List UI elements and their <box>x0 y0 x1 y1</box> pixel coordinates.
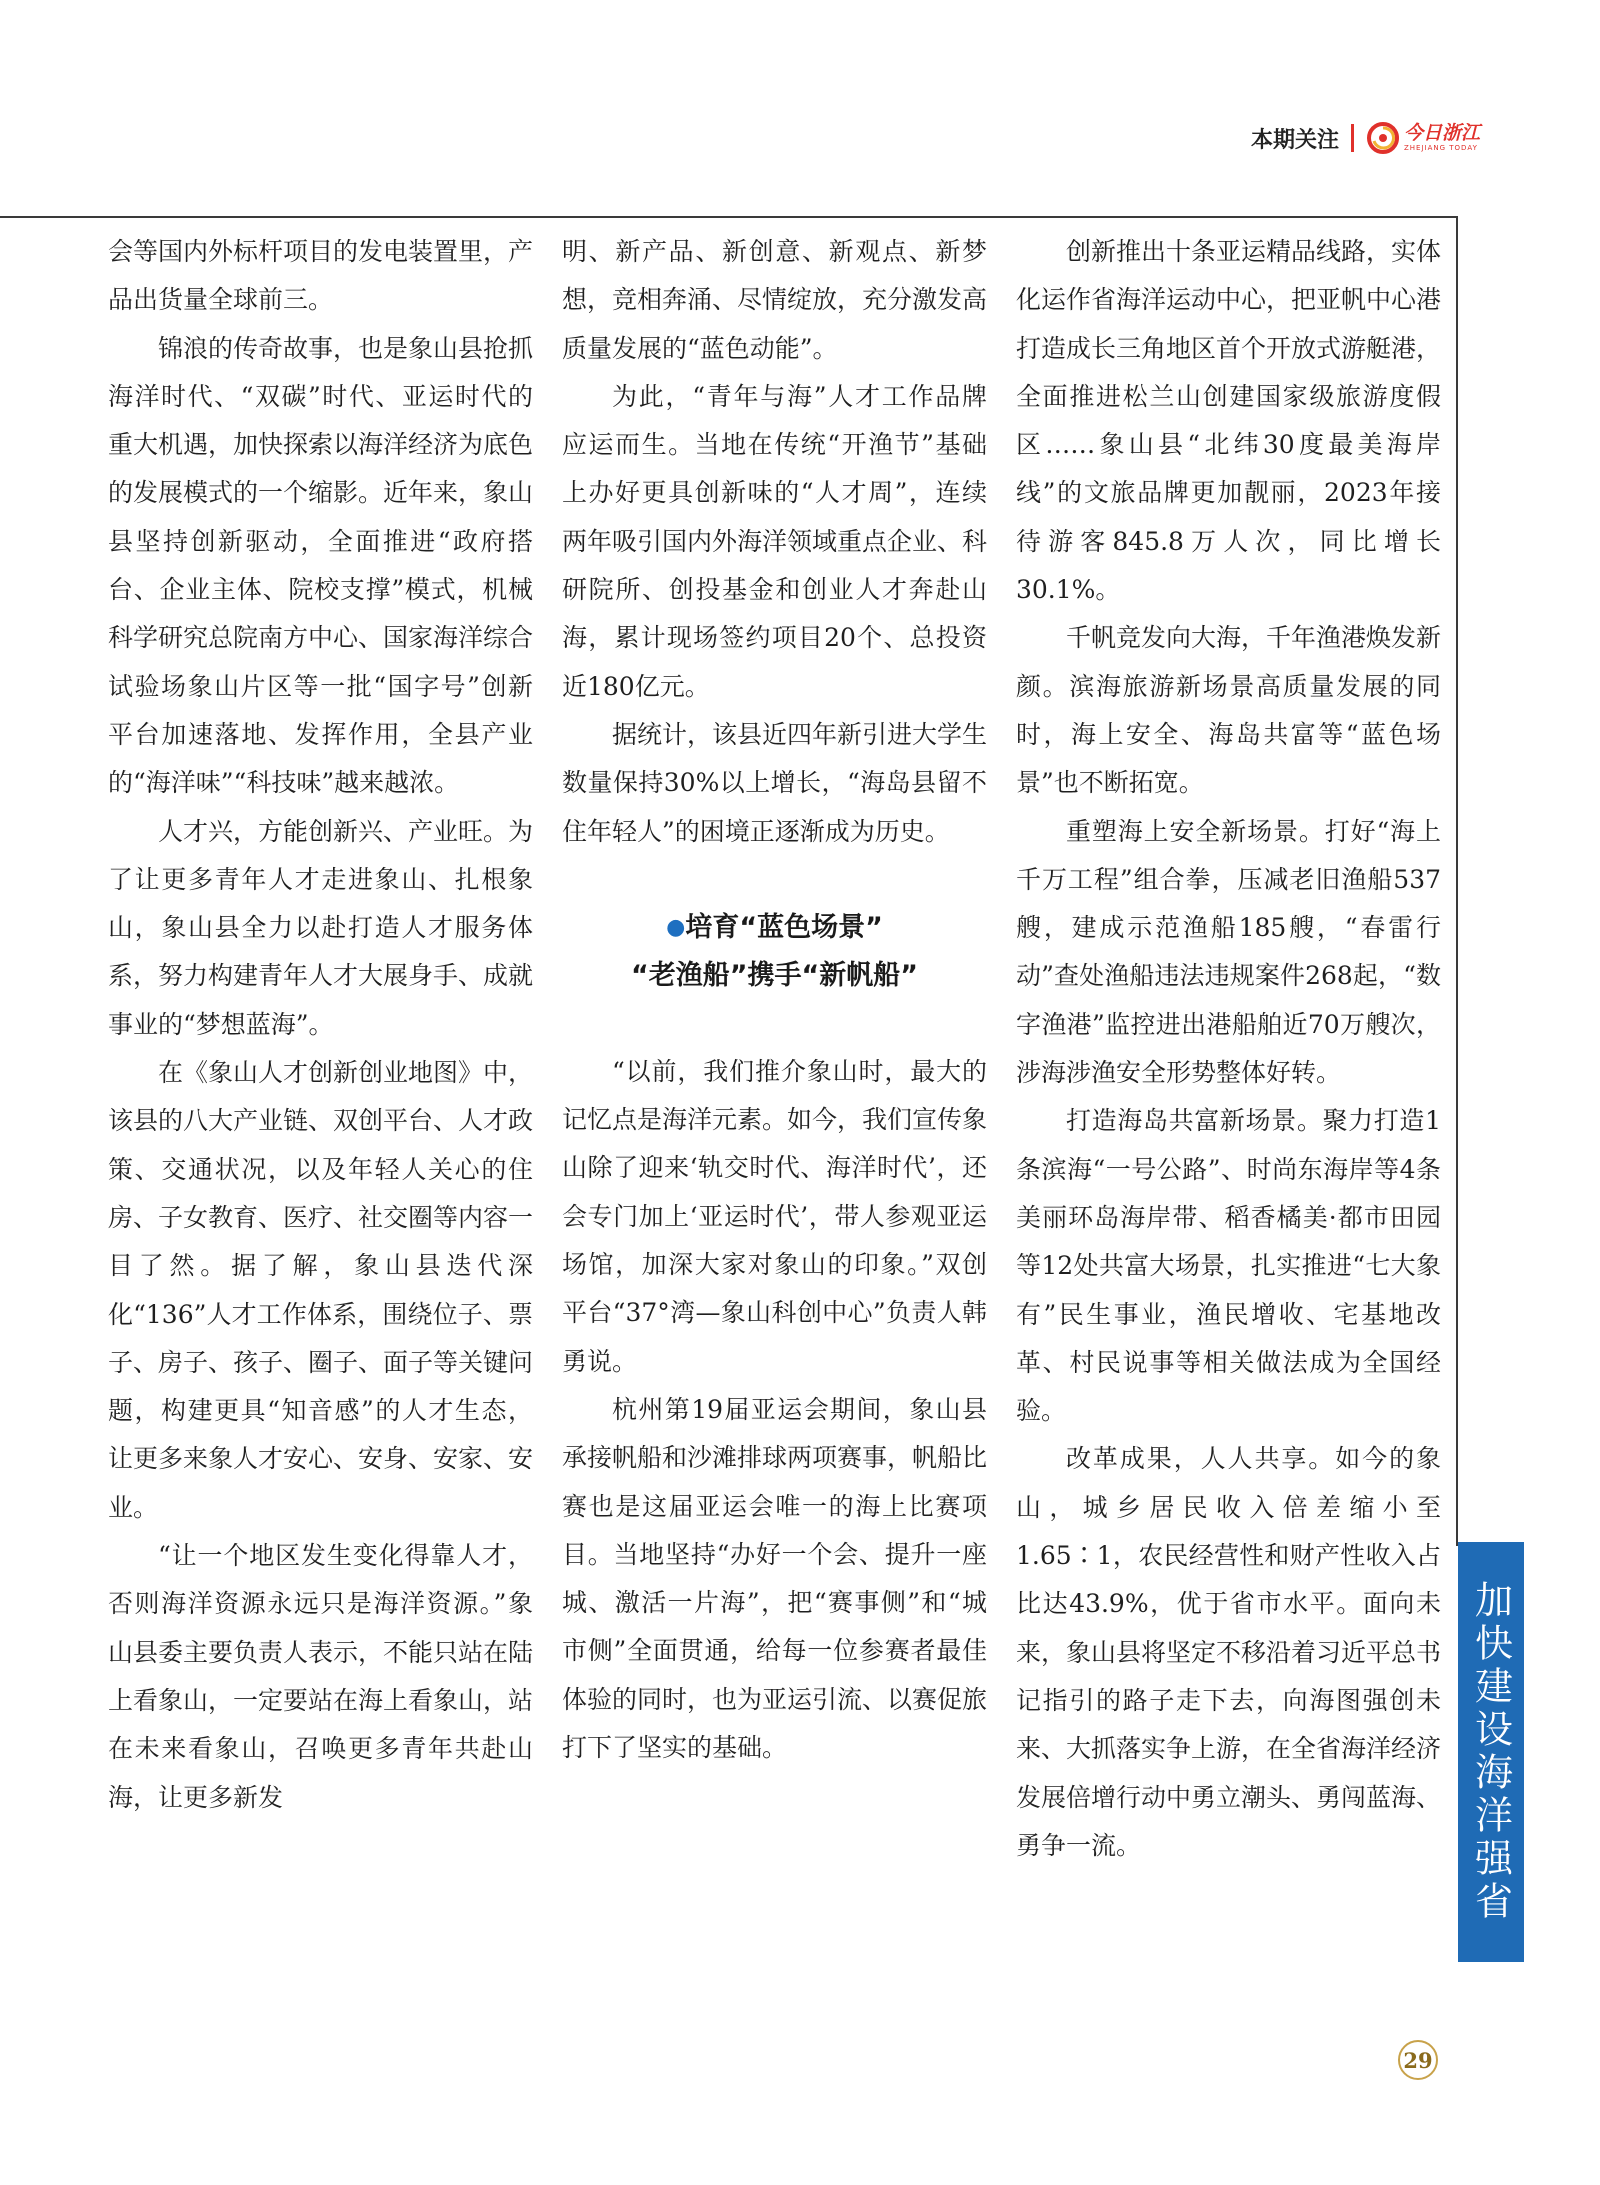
top-rule <box>0 216 1458 218</box>
logo-swirl-icon <box>1366 121 1400 155</box>
paragraph: 人才兴，方能创新兴、产业旺。为了让更多青年人才走进象山、扎根象山，象山县全力以赴打造人才服务体系，努力构建青年人才大展身手、成就事业的“梦想蓝海”。 <box>108 816 534 1039</box>
blue-dot-icon: ● <box>666 914 686 940</box>
paragraph: 据统计，该县近四年新引进大学生数量保持30%以上增长，“海岛县留不住年轻人”的困境正逐渐成为历史。 <box>562 719 988 846</box>
paragraph: 创新推出十条亚运精品线路，实体化运作省海洋运动中心，把亚帆中心港打造成长三角地区首个开放式游艇港，全面推进松兰山创建国家级旅游度假区……象山县“北纬30度最美海岸线”的文旅品牌更加靓丽，2023年接待游客845.8万人次，同比增长30.1%。 <box>1016 237 1442 605</box>
paragraph: 改革成果，人人共享。如今的象山，城乡居民收入倍差缩小至1.65∶1，农民经营性和财产性收入占比达43.9%，优于省市水平。面向未来，象山县将坚定不移沿着习近平总书记指引的路子走下去，向海图强创未来、大抓落实争上游，在全省海洋经济发展倍增行动中勇立潮头、勇闯蓝海、勇争一流。 <box>1016 1444 1442 1860</box>
logo-cn-text: 今日浙江 <box>1403 122 1480 144</box>
paragraph: 千帆竞发向大海，千年渔港焕发新颜。滨海旅游新场景高质量发展的同时，海上安全、海岛共富等“蓝色场景”也不断拓宽。 <box>1016 623 1442 798</box>
section-side-tab <box>1458 1542 1524 1962</box>
right-rule <box>1456 216 1458 1546</box>
paragraph: “以前，我们推介象山时，最大的记忆点是海洋元素。如今，我们宣传象山除了迎来‘轨交时代、海洋时代’，还会专门加上‘亚运时代’，带人参观亚运场馆，加深大家对象山的印象。”双创平台“37°湾—象山科创中心”负责人韩勇说。 <box>562 1056 988 1376</box>
article-column-2 <box>562 228 987 1772</box>
paragraph: 打造海岛共富新场景。聚力打造1条滨海“一号公路”、时尚东海岸等4条美丽环岛海岸带、稻香橘美·都市田园等12处共富大场景，扎实推进“七大象有”民生事业，渔民增收、宅基地改革、村民说事等相关做法成为全国经验。 <box>1016 1106 1441 1426</box>
paragraph: 杭州第19届亚运会期间，象山县承接帆船和沙滩排球两项赛事，帆船比赛也是这届亚运会唯一的海上比赛项目。当地坚持“办好一个会、提升一座城、激活一片海”，把“赛事侧”和“城市侧”全面贯通，给每一位参赛者最佳体验的同时，也为亚运引流、以赛促旅打下了坚实的基础。 <box>562 1394 988 1763</box>
logo-en-text: ZHEJIANG TODAY <box>1403 144 1478 152</box>
page-header <box>1160 118 1480 158</box>
paragraph: 明、新产品、新创意、新观点、新梦想，竞相奔涌、尽情绽放，充分激发高质量发展的“蓝色动能”。 <box>562 237 988 363</box>
section-label: 本期关注 <box>1250 127 1339 153</box>
spacer <box>562 1000 987 1048</box>
article-column-1 <box>108 228 533 1822</box>
paragraph: “让一个地区发生变化得靠人才，否则海洋资源永远只是海洋资源。”象山县委主要负责人表示，不能只站在陆上看象山，一定要站在海上看象山，站在未来看象山，召唤更多青年共赴山海，让更多新发 <box>108 1541 534 1812</box>
side-tab-text: 加快建设海洋强省 <box>1468 1580 1513 1924</box>
header-divider <box>1351 124 1354 152</box>
subheading-line-2: “老渔船”携手“新帆船” <box>631 959 918 991</box>
paragraph: 为此，“青年与海”人才工作品牌应运而生。当地在传统“开渔节”基础上办好更具创新味的“人才周”，连续两年吸引国内外海洋领域重点企业、科研院所、创投基金和创业人才奔赴山海，累计现场签约项目20个、总投资近180亿元。 <box>562 381 988 701</box>
article-column-3 <box>1016 228 1441 1870</box>
subheading-line-1: 培育“蓝色场景” <box>685 911 883 943</box>
paragraph: 会等国内外标杆项目的发电装置里，产品出货量全球前三。 <box>108 237 534 315</box>
publication-logo <box>1366 121 1480 155</box>
paragraph: 在《象山人才创新创业地图》中，该县的八大产业链、双创平台、人才政策、交通状况，以及年轻人关心的住房、子女教育、医疗、社交圈等内容一目了然。据了解，象山县迭代深化“136”人才工作体系，围绕位子、票子、房子、孩子、圈子、面子等关键问题，构建更具“知音感”的人才生态，让更多来象人才安心、安身、安家、安业。 <box>108 1058 534 1522</box>
paragraph: 锦浪的传奇故事，也是象山县抢抓海洋时代、“双碳”时代、亚运时代的重大机遇，加快探索以海洋经济为底色的发展模式的一个缩影。近年来，象山县坚持创新驱动，全面推进“政府搭台、企业主体、院校支撑”模式，机械科学研究总院南方中心、国家海洋综合试验场象山片区等一批“国字号”创新平台加速落地、发挥作用，全县产业的“海洋味”“科技味”越来越浓。 <box>108 333 534 798</box>
page-number: 29 <box>1398 2040 1438 2080</box>
paragraph: 重塑海上安全新场景。打好“海上千万工程”组合拳，压减老旧渔船537艘，建成示范渔船185艘，“春雷行动”查处渔船违法违规案件268起，“数字渔港”监控进出港船舶近70万艘次，涉海涉渔安全形势整体好转。 <box>1016 816 1441 1088</box>
section-subheading <box>562 904 987 1000</box>
spacer <box>562 856 987 904</box>
